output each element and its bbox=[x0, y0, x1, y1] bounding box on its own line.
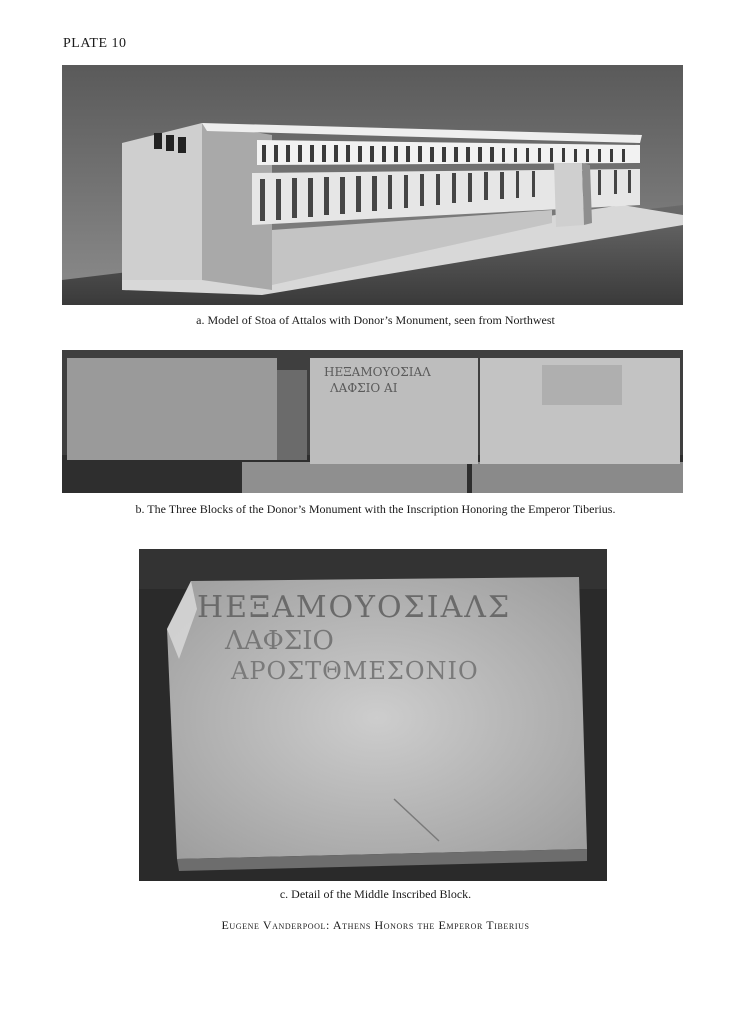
caption-a: a. Model of Stoa of Attalos with Donor’s Monument, seen from Northwest bbox=[196, 313, 555, 327]
inscription-b-line2: ΛΑΦΣΙΟ ΑΙ bbox=[330, 381, 398, 395]
footer-running-title bbox=[0, 918, 751, 933]
caption-b: b. The Three Blocks of the Donor’s Monument with the Inscription Honoring the Emperor Tiberius. bbox=[135, 502, 616, 516]
inscription-c-line2: ΛΑΦΣΙΟ bbox=[225, 626, 334, 656]
inscription-c-line3: ΑΡΟΣΤΘΜΕΣΟΝΙΟ bbox=[231, 657, 479, 685]
photo-three-blocks bbox=[62, 350, 683, 493]
photo-inscribed-block-detail bbox=[139, 549, 607, 881]
footer-separator: : bbox=[326, 918, 330, 932]
caption-c: c. Detail of the Middle Inscribed Block. bbox=[279, 887, 472, 901]
inscription-c-line1: ΗΕΞΑΜΟΥΟΣΙΑΛΣ bbox=[197, 590, 512, 625]
footer-author: Eugene Vanderpool bbox=[221, 918, 326, 932]
photo-stoa-model bbox=[62, 65, 683, 305]
plate-label: PLATE 10 bbox=[63, 36, 127, 51]
footer-title: Athens Honors the Emperor Tiberius bbox=[332, 918, 530, 932]
inscription-b-line1: ΗΕΞΑΜΟΥΟΣΙΑΛ bbox=[324, 365, 431, 379]
